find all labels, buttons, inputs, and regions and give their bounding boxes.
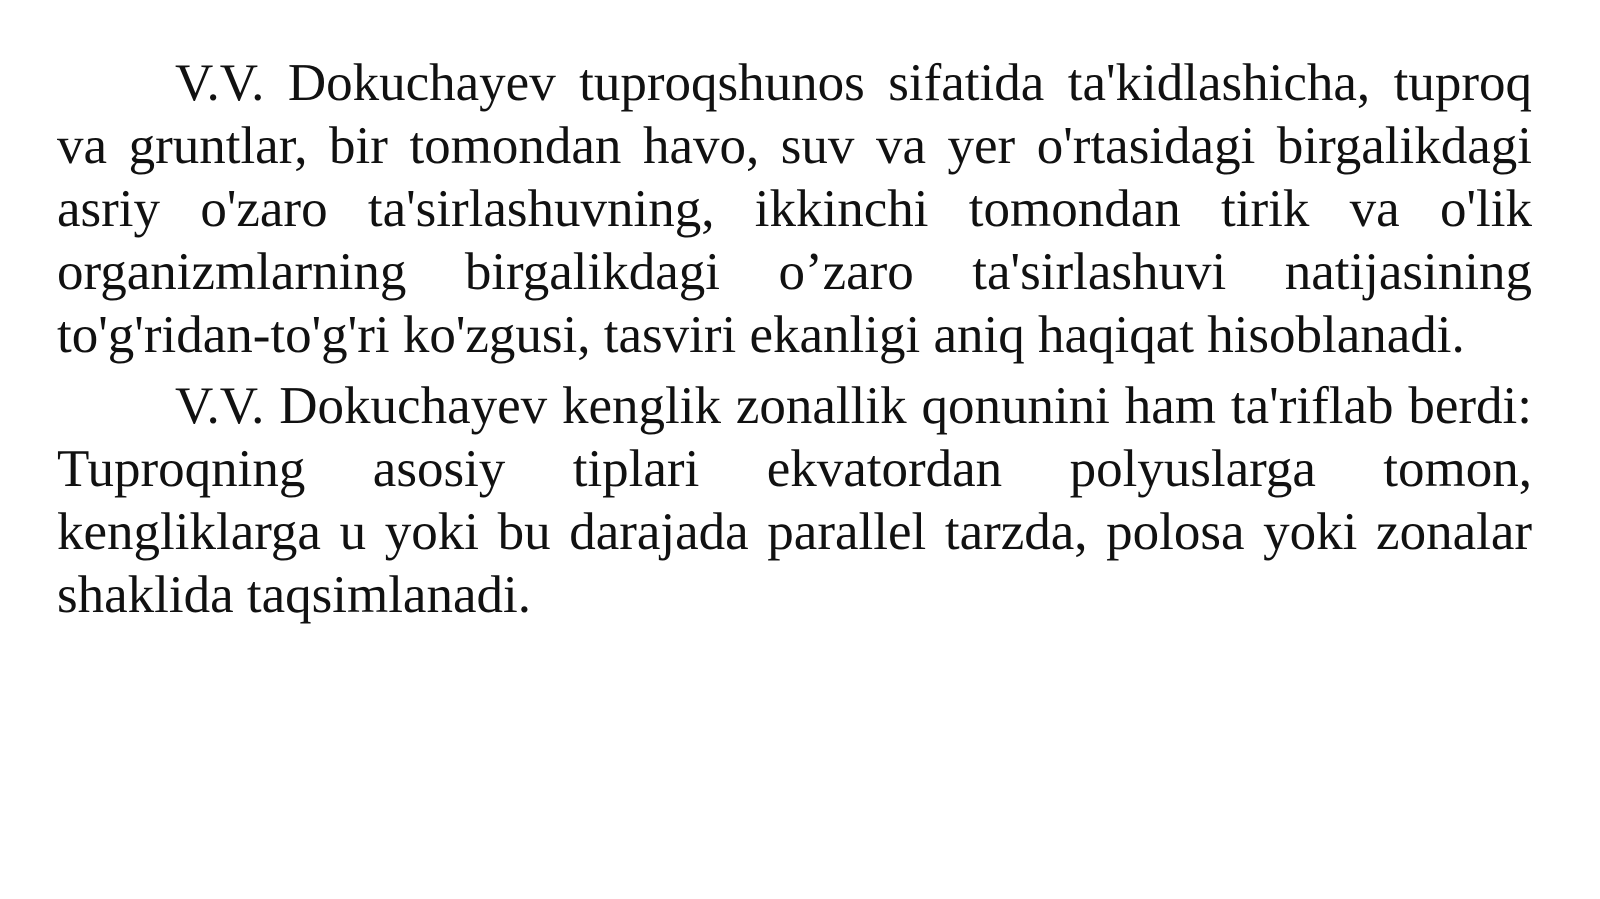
- paragraph-1: V.V. Dokuchayev tuproqshunos sifatida ta'kidlashicha, tuproq va gruntlar, bir tomondan havo, suv va yer o'rtasidagi birgalikdagi asriy o'zaro ta'sirlashuvning, ikkinchi tomondan tirik va o'lik organizmlarning birgalikdagi o’zaro ta'sirlashuvi natijasining to'g'ridan-to'g'ri ko'zgusi, tasviri ekanligi aniq haqiqat hisoblanadi.: [57, 54, 1532, 364]
- document-body: [57, 52, 1532, 635]
- paragraph-2: V.V. Dokuchayev kenglik zonallik qonunini ham ta'riflab berdi: Tuproqning asosiy tiplari ekvatordan polyuslarga tomon, kengliklarga u yoki bu darajada parallel tarzda, polosa yoki zonalar shaklida taqsimlanadi.: [57, 377, 1532, 624]
